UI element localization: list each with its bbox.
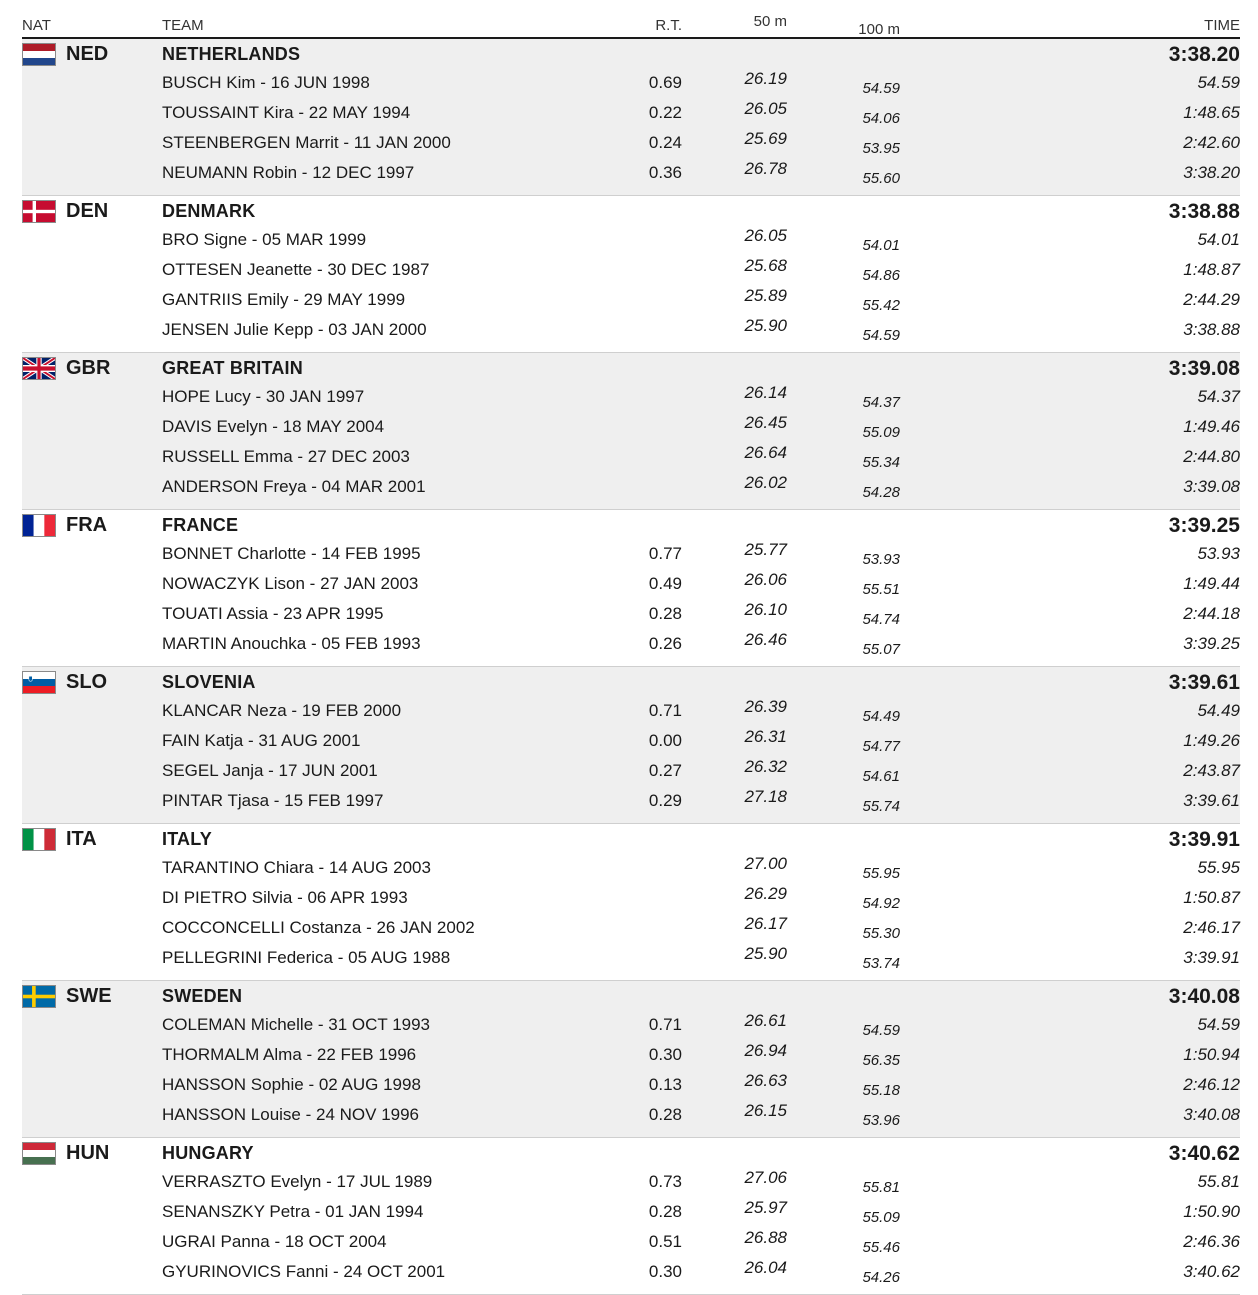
swimmer-split-100: 55.07 [862, 641, 900, 658]
swimmer-row [22, 70, 1240, 100]
swimmer-cumulative-time: 1:50.87 [1183, 888, 1240, 907]
swimmer-split-100: 55.51 [862, 581, 900, 598]
team-block [22, 1138, 1240, 1295]
swimmer-list [22, 1012, 1240, 1137]
swimmer-row [22, 474, 1240, 504]
team-total-time: 3:39.08 [1168, 356, 1240, 380]
swimmer-cumulative-time: 2:46.17 [1183, 918, 1240, 937]
swimmer-cumulative-time: 1:48.87 [1183, 260, 1240, 279]
swimmer-name: BRO Signe - 05 MAR 1999 [162, 230, 367, 249]
swimmer-split-100: 54.86 [862, 267, 900, 284]
slovenia-flag [22, 671, 56, 694]
denmark-flag [22, 200, 56, 223]
team-block [22, 39, 1240, 196]
swimmer-cumulative-time: 1:48.65 [1183, 103, 1240, 122]
swimmer-row [22, 444, 1240, 474]
swimmer-reaction-time: 0.27 [648, 761, 682, 780]
swimmer-reaction-time: 0.30 [648, 1262, 682, 1281]
swimmer-name: THORMALM Alma - 22 FEB 1996 [162, 1045, 417, 1064]
netherlands-flag [22, 43, 56, 66]
column-header-50m: 50 m [753, 13, 787, 30]
swimmer-reaction-time: 0.69 [648, 73, 682, 92]
swimmer-split-100: 55.34 [862, 454, 900, 471]
swimmer-name: UGRAI Panna - 18 OCT 2004 [162, 1232, 387, 1251]
swimmer-cumulative-time: 2:44.29 [1183, 290, 1240, 309]
team-total-time: 3:39.91 [1168, 827, 1240, 851]
swimmer-list [22, 227, 1240, 352]
swimmer-cumulative-time: 54.59 [1197, 1015, 1240, 1034]
swimmer-split-50: 26.61 [744, 1011, 787, 1030]
swimmer-name: HANSSON Louise - 24 NOV 1996 [162, 1105, 420, 1124]
swimmer-row [22, 788, 1240, 818]
swimmer-reaction-time: 0.00 [648, 731, 682, 750]
swimmer-split-100: 54.59 [862, 1022, 900, 1039]
swimmer-split-100: 55.81 [862, 1179, 900, 1196]
swimmer-name: MARTIN Anouchka - 05 FEB 1993 [162, 634, 421, 653]
swimmer-row [22, 287, 1240, 317]
swimmer-name: KLANCAR Neza - 19 FEB 2000 [162, 701, 402, 720]
swimmer-name: SENANSZKY Petra - 01 JAN 1994 [162, 1202, 424, 1221]
swimmer-split-100: 55.09 [862, 424, 900, 441]
swimmer-row [22, 227, 1240, 257]
swimmer-cumulative-time: 2:46.12 [1183, 1075, 1240, 1094]
swimmer-split-100: 53.96 [862, 1112, 900, 1129]
swimmer-reaction-time: 0.71 [648, 701, 682, 720]
swimmer-split-50: 26.17 [744, 914, 787, 933]
swimmer-row [22, 1169, 1240, 1199]
team-total-time: 3:38.20 [1168, 42, 1240, 66]
swimmer-name: COLEMAN Michelle - 31 OCT 1993 [162, 1015, 431, 1034]
team-nat-cell [22, 43, 162, 66]
team-name: GREAT BRITAIN [162, 358, 303, 378]
swimmer-split-100: 55.18 [862, 1082, 900, 1099]
swimmer-row [22, 1259, 1240, 1289]
team-block [22, 667, 1240, 824]
swimmer-split-100: 53.74 [862, 955, 900, 972]
swimmer-split-50: 25.97 [744, 1198, 787, 1217]
swimmer-split-50: 25.90 [744, 316, 787, 335]
swimmer-cumulative-time: 1:50.94 [1183, 1045, 1240, 1064]
swimmer-reaction-time: 0.22 [648, 103, 682, 122]
team-total-time: 3:39.61 [1168, 670, 1240, 694]
swimmer-split-50: 26.39 [744, 697, 787, 716]
swimmer-name: FAIN Katja - 31 AUG 2001 [162, 731, 361, 750]
team-header-row[interactable] [22, 196, 1240, 227]
swimmer-split-50: 25.68 [744, 256, 787, 275]
swimmer-row [22, 414, 1240, 444]
swimmer-name: TOUSSAINT Kira - 22 MAY 1994 [162, 103, 411, 122]
swimmer-split-50: 26.46 [744, 630, 787, 649]
team-name: ITALY [162, 829, 213, 849]
swimmer-cumulative-time: 54.01 [1197, 230, 1240, 249]
swimmer-name: COCCONCELLI Costanza - 26 JAN 2002 [162, 918, 475, 937]
swimmer-split-50: 26.06 [744, 570, 787, 589]
swimmer-row [22, 384, 1240, 414]
team-header-row[interactable] [22, 824, 1240, 855]
swimmer-cumulative-time: 2:44.80 [1183, 447, 1240, 466]
column-header-100m: 100 m [858, 21, 900, 38]
swimmer-split-100: 54.77 [862, 738, 900, 755]
swimmer-list [22, 855, 1240, 980]
swimmer-cumulative-time: 3:40.08 [1183, 1105, 1240, 1124]
team-block [22, 196, 1240, 353]
swimmer-split-50: 26.19 [744, 69, 787, 88]
team-nat-code: HUN [66, 1142, 110, 1164]
team-nat-code: GBR [66, 357, 111, 379]
team-nat-cell [22, 514, 162, 537]
team-header-row[interactable] [22, 1138, 1240, 1169]
swimmer-row [22, 1229, 1240, 1259]
swimmer-split-50: 25.89 [744, 286, 787, 305]
swimmer-cumulative-time: 3:39.08 [1183, 477, 1240, 496]
swimmer-cumulative-time: 3:40.62 [1183, 1262, 1240, 1281]
column-header-rt: R.T. [655, 17, 682, 34]
team-nat-code: NED [66, 43, 109, 65]
swimmer-split-50: 26.02 [744, 473, 787, 492]
swimmer-split-50: 27.18 [744, 787, 787, 806]
swimmer-split-50: 26.14 [744, 383, 787, 402]
swimmer-split-50: 26.88 [744, 1228, 787, 1247]
swimmer-name: TARANTINO Chiara - 14 AUG 2003 [162, 858, 431, 877]
swimmer-split-100: 54.61 [862, 768, 900, 785]
team-list [22, 39, 1240, 1295]
swimmer-name: DI PIETRO Silvia - 06 APR 1993 [162, 888, 408, 907]
swimmer-reaction-time: 0.28 [648, 1105, 682, 1124]
swimmer-row [22, 631, 1240, 661]
swimmer-row [22, 601, 1240, 631]
swimmer-row [22, 728, 1240, 758]
swimmer-name: TOUATI Assia - 23 APR 1995 [162, 604, 384, 623]
swimmer-row [22, 571, 1240, 601]
swimmer-cumulative-time: 3:39.61 [1183, 791, 1240, 810]
swimmer-split-100: 55.60 [862, 170, 900, 187]
swimmer-reaction-time: 0.29 [648, 791, 682, 810]
swimmer-name: RUSSELL Emma - 27 DEC 2003 [162, 447, 410, 466]
swimmer-name: HANSSON Sophie - 02 AUG 1998 [162, 1075, 421, 1094]
swimmer-split-100: 55.46 [862, 1239, 900, 1256]
swimmer-split-50: 26.10 [744, 600, 787, 619]
swimmer-split-100: 55.09 [862, 1209, 900, 1226]
swimmer-split-50: 26.15 [744, 1101, 787, 1120]
swimmer-split-50: 26.31 [744, 727, 787, 746]
team-total-time: 3:39.25 [1168, 513, 1240, 537]
swimmer-row [22, 541, 1240, 571]
swimmer-row [22, 130, 1240, 160]
swimmer-name: DAVIS Evelyn - 18 MAY 2004 [162, 417, 385, 436]
team-name: FRANCE [162, 515, 239, 535]
swimmer-split-100: 54.92 [862, 895, 900, 912]
italy-flag [22, 828, 56, 851]
swimmer-split-50: 26.32 [744, 757, 787, 776]
swimmer-split-100: 54.06 [862, 110, 900, 127]
team-name: HUNGARY [162, 1143, 254, 1163]
swimmer-reaction-time: 0.28 [648, 1202, 682, 1221]
team-header-row[interactable] [22, 667, 1240, 698]
swimmer-split-100: 55.95 [862, 865, 900, 882]
swimmer-name: ANDERSON Freya - 04 MAR 2001 [162, 477, 426, 496]
swimmer-cumulative-time: 54.49 [1197, 701, 1240, 720]
swimmer-cumulative-time: 1:49.26 [1183, 731, 1240, 750]
swimmer-split-50: 25.69 [744, 129, 787, 148]
swimmer-cumulative-time: 2:46.36 [1183, 1232, 1240, 1251]
swimmer-split-50: 25.77 [744, 540, 787, 559]
sweden-flag [22, 985, 56, 1008]
swimmer-row [22, 758, 1240, 788]
swimmer-reaction-time: 0.51 [648, 1232, 682, 1251]
swimmer-reaction-time: 0.30 [648, 1045, 682, 1064]
swimmer-name: JENSEN Julie Kepp - 03 JAN 2000 [162, 320, 427, 339]
team-nat-code: SLO [66, 671, 108, 693]
team-nat-code: DEN [66, 200, 109, 222]
swimmer-row [22, 1199, 1240, 1229]
swimmer-split-50: 26.78 [744, 159, 787, 178]
swimmer-row [22, 1012, 1240, 1042]
swimmer-row [22, 160, 1240, 190]
swimmer-reaction-time: 0.13 [648, 1075, 682, 1094]
team-nat-cell [22, 200, 162, 223]
team-name: SLOVENIA [162, 672, 256, 692]
swimmer-reaction-time: 0.24 [648, 133, 682, 152]
swimmer-split-100: 53.93 [862, 551, 900, 568]
swimmer-split-50: 26.04 [744, 1258, 787, 1277]
swimmer-split-100: 54.59 [862, 80, 900, 97]
team-block [22, 510, 1240, 667]
swimmer-row [22, 945, 1240, 975]
swimmer-row [22, 257, 1240, 287]
swimmer-name: GANTRIIS Emily - 29 MAY 1999 [162, 290, 406, 309]
team-block [22, 824, 1240, 981]
team-block [22, 981, 1240, 1138]
swimmer-cumulative-time: 2:44.18 [1183, 604, 1240, 623]
swimmer-row [22, 100, 1240, 130]
swimmer-list [22, 1169, 1240, 1294]
swimmer-reaction-time: 0.36 [648, 163, 682, 182]
swimmer-list [22, 541, 1240, 666]
team-name: SWEDEN [162, 986, 243, 1006]
swimmer-reaction-time: 0.77 [648, 544, 682, 563]
swimmer-reaction-time: 0.28 [648, 604, 682, 623]
swimmer-split-100: 54.28 [862, 484, 900, 501]
swimmer-split-50: 26.29 [744, 884, 787, 903]
swimmer-cumulative-time: 2:42.60 [1183, 133, 1240, 152]
team-total-time: 3:40.08 [1168, 984, 1240, 1008]
swimmer-split-100: 55.74 [862, 798, 900, 815]
swimmer-name: GYURINOVICS Fanni - 24 OCT 2001 [162, 1262, 446, 1281]
team-name: NETHERLANDS [162, 44, 301, 64]
team-nat-cell [22, 828, 162, 851]
swimmer-cumulative-time: 3:38.88 [1183, 320, 1240, 339]
swimmer-cumulative-time: 3:39.25 [1183, 634, 1240, 653]
swimmer-name: NEUMANN Robin - 12 DEC 1997 [162, 163, 415, 182]
swimmer-row [22, 1072, 1240, 1102]
swimmer-list [22, 384, 1240, 509]
swimmer-row [22, 1042, 1240, 1072]
swimmer-cumulative-time: 54.37 [1197, 387, 1240, 406]
swimmer-reaction-time: 0.26 [648, 634, 682, 653]
swimmer-row [22, 698, 1240, 728]
swimmer-cumulative-time: 55.95 [1197, 858, 1240, 877]
swimmer-cumulative-time: 1:49.46 [1183, 417, 1240, 436]
swimmer-name: PINTAR Tjasa - 15 FEB 1997 [162, 791, 384, 810]
swimmer-split-50: 25.90 [744, 944, 787, 963]
france-flag [22, 514, 56, 537]
swimmer-split-100: 55.42 [862, 297, 900, 314]
team-header-row[interactable] [22, 981, 1240, 1012]
swimmer-split-50: 27.06 [744, 1168, 787, 1187]
swimmer-split-100: 56.35 [862, 1052, 900, 1069]
team-total-time: 3:40.62 [1168, 1141, 1240, 1165]
team-header-row[interactable] [22, 510, 1240, 541]
swimmer-cumulative-time: 55.81 [1197, 1172, 1240, 1191]
swimmer-split-100: 54.26 [862, 1269, 900, 1286]
swimmer-split-100: 54.74 [862, 611, 900, 628]
swimmer-name: PELLEGRINI Federica - 05 AUG 1988 [162, 948, 451, 967]
swimmer-split-100: 54.59 [862, 327, 900, 344]
swimmer-reaction-time: 0.73 [648, 1172, 682, 1191]
swimmer-split-50: 26.64 [744, 443, 787, 462]
swimmer-cumulative-time: 53.93 [1197, 544, 1240, 563]
team-nat-code: FRA [66, 514, 108, 536]
swimmer-row [22, 1102, 1240, 1132]
swimmer-split-50: 26.45 [744, 413, 787, 432]
swimmer-name: HOPE Lucy - 30 JAN 1997 [162, 387, 365, 406]
swimmer-name: STEENBERGEN Marrit - 11 JAN 2000 [162, 133, 451, 152]
swimmer-row [22, 855, 1240, 885]
swimmer-name: SEGEL Janja - 17 JUN 2001 [162, 761, 378, 780]
swimmer-name: VERRASZTO Evelyn - 17 JUL 1989 [162, 1172, 433, 1191]
swimmer-split-50: 26.05 [744, 99, 787, 118]
swimmer-name: BUSCH Kim - 16 JUN 1998 [162, 73, 370, 92]
swimmer-row [22, 885, 1240, 915]
swimmer-cumulative-time: 1:50.90 [1183, 1202, 1240, 1221]
table-header-row [22, 0, 1240, 39]
swimmer-name: BONNET Charlotte - 14 FEB 1995 [162, 544, 421, 563]
team-total-time: 3:38.88 [1168, 199, 1240, 223]
swimmer-split-50: 27.00 [744, 854, 787, 873]
team-nat-code: SWE [66, 985, 112, 1007]
swimmer-cumulative-time: 54.59 [1197, 73, 1240, 92]
hungary-flag [22, 1142, 56, 1165]
swimmer-name: NOWACZYK Lison - 27 JAN 2003 [162, 574, 419, 593]
swimmer-split-100: 54.49 [862, 708, 900, 725]
swimmer-split-50: 26.05 [744, 226, 787, 245]
column-header-time: TIME [1204, 17, 1240, 34]
team-header-row[interactable] [22, 353, 1240, 384]
team-nat-cell [22, 985, 162, 1008]
swimmer-row [22, 317, 1240, 347]
team-nat-cell [22, 1142, 162, 1165]
team-nat-cell [22, 671, 162, 694]
great-britain-flag [22, 357, 56, 380]
column-header-nat: NAT [22, 17, 51, 34]
swimmer-cumulative-time: 1:49.44 [1183, 574, 1240, 593]
swimmer-split-100: 55.30 [862, 925, 900, 942]
swimmer-split-100: 54.37 [862, 394, 900, 411]
column-header-team: TEAM [162, 17, 204, 34]
swimmer-list [22, 698, 1240, 823]
swimmer-cumulative-time: 3:38.20 [1183, 163, 1240, 182]
swimmer-cumulative-time: 3:39.91 [1183, 948, 1240, 967]
swimmer-reaction-time: 0.71 [648, 1015, 682, 1034]
swimmer-split-100: 53.95 [862, 140, 900, 157]
swimmer-split-50: 26.63 [744, 1071, 787, 1090]
swimmer-reaction-time: 0.49 [648, 574, 682, 593]
team-nat-cell [22, 357, 162, 380]
team-block [22, 353, 1240, 510]
swimmer-name: OTTESEN Jeanette - 30 DEC 1987 [162, 260, 430, 279]
swimmer-split-100: 54.01 [862, 237, 900, 254]
team-header-row[interactable] [22, 39, 1240, 70]
swimmer-split-50: 26.94 [744, 1041, 787, 1060]
team-name: DENMARK [162, 201, 256, 221]
swimmer-cumulative-time: 2:43.87 [1183, 761, 1240, 780]
team-nat-code: ITA [66, 828, 97, 850]
swimmer-list [22, 70, 1240, 195]
swimmer-row [22, 915, 1240, 945]
